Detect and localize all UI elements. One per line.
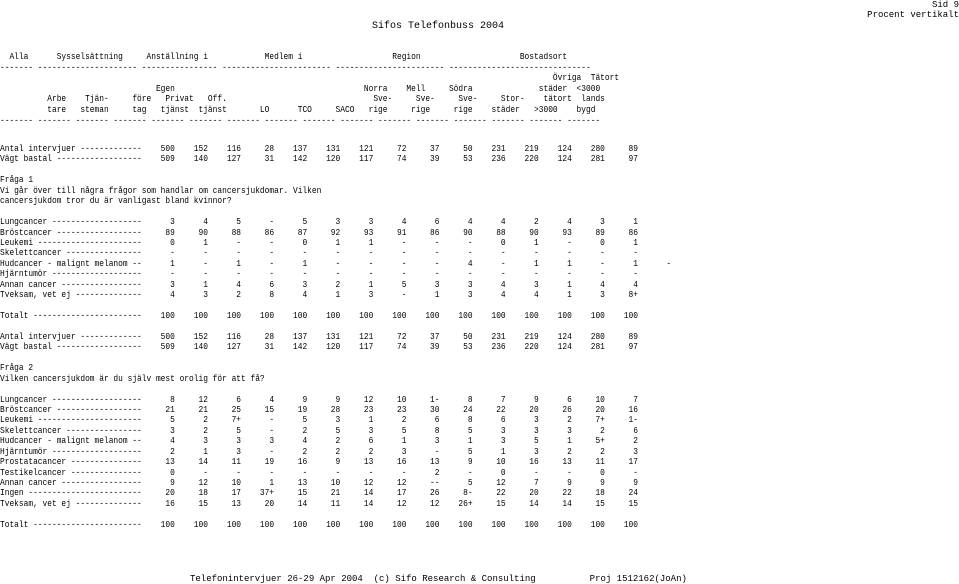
header_lines-line: ------- ------- ------- ------- ------- ------- ------- ------- ------- ------- ------- ------- ------- ------- ------- ------- [0,115,601,126]
table-body [0,144,671,530]
section1-line: Hudcancer - malignt melanom -- 1 - 1 - 1 - - - - 4 - 1 1 - 1 - [0,258,672,269]
header_lines-line: Egen Norra Mell Södra städer <3000 [0,83,601,94]
page-type: Procent vertikalt [867,10,959,20]
page-header-right [867,0,959,20]
section1-line: Vi går över till några frågor som handlar om cancersjukdomar. Vilken [0,185,322,196]
section1-line: Vägt bastal ------------------ 509 140 127 31 142 120 117 74 39 53 236 220 124 281 97 [0,154,638,165]
section1-line: Vägt bastal ------------------ 509 140 127 31 142 120 117 74 39 53 236 220 124 281 97 [0,342,638,353]
section1-line [0,321,671,331]
section1-line: Fråga 2 [0,363,34,374]
section1-line [0,301,671,311]
section1-line: Totalt ----------------------- 100 100 100 100 100 100 100 100 100 100 100 100 100 100 100 [0,311,638,321]
header_lines-line: Övriga Tätort [0,73,620,84]
section1-line: Tveksam, vet ej -------------- 16 15 13 20 14 11 14 12 12 26+ 15 14 14 15 15 [0,498,638,509]
section1-line [0,207,671,217]
section1-line: cancersjukdom tror du är vanligast bland kvinnor? [0,196,232,207]
section1-line: Annan cancer ----------------- 3 1 4 6 3 2 1 5 3 3 4 3 1 4 4 [0,279,638,290]
section1-line: Fråga 1 [0,175,34,186]
section1-line: Lungcancer ------------------- 8 12 6 4 9 9 12 10 1- 8 7 9 6 10 7 [0,394,638,405]
section1-line: Leukemi ---------------------- 0 1 - - 0 1 1 - - - 0 1 - 0 1 [0,237,638,248]
header_lines-line: tare steman tag tjänst tjänst LO TCO SACO rige rige rige städer >3000 bygd [0,104,596,115]
section1-line: Ingen ------------------------ 20 18 17 37+ 15 21 14 17 26 8- 22 20 22 18 24 [0,488,638,499]
page-number: Sid 9 [931,0,959,10]
report-title: Sifos Telefonbuss 2004 [372,21,505,32]
section1-line: Lungcancer ------------------- 3 4 5 - 5 3 3 4 6 4 4 2 4 3 1 [0,217,638,228]
report-footer: Telefonintervjuer 26-29 Apr 2004 (c) Sifo Research & Consulting Proj 1512162(JoAn) [190,574,687,584]
section1-line: Bröstcancer ------------------ 89 90 88 86 87 92 93 91 86 90 88 90 93 89 86 [0,227,638,238]
section1-line [0,165,671,175]
column-header-block [0,52,619,126]
section1-line [0,509,671,519]
header_lines-line: ------- --------------------- ---------------- ----------------------- ----------------------- ------------------------------ [0,62,591,73]
section1-line: Prostatacancer --------------- 13 14 11 19 16 9 13 16 13 9 10 16 13 11 17 [0,457,638,468]
section1-line: Skelettcancer ---------------- 3 2 5 - 2 5 3 5 8 5 3 3 3 2 6 [0,425,638,436]
section1-line: Tveksam, vet ej -------------- 4 3 2 8 4 1 3 - 1 3 4 4 1 3 8+ [0,290,638,301]
section1-line: Leukemi ---------------------- 5 2 7+ - 5 3 1 2 6 8 6 3 2 7+ 1- [0,415,638,426]
header_lines-line: Alla Sysselsättning Anställning i Medlem i Region Bostadsort [0,52,568,62]
section1-line: Bröstcancer ------------------ 21 21 25 15 19 28 23 23 30 24 22 20 26 20 16 [0,404,638,415]
section1-line: Annan cancer ----------------- 9 12 10 1 13 10 12 12 -- 5 12 7 9 9 9 [0,478,638,488]
section1-line: Totalt ----------------------- 100 100 100 100 100 100 100 100 100 100 100 100 100 100 100 [0,519,638,530]
section1-line: Vilken cancersjukdom är du själv mest orolig för att få? [0,373,265,384]
section1-line: Skelettcancer ---------------- - - - - - - - - - - - - - - - [0,248,638,259]
section1-line: Hjärntumör ------------------- 2 1 3 - 2 2 2 3 - 5 1 3 2 2 3 [0,446,638,457]
header_lines-line: Arbe Tjän- före Privat Off. Sve- Sve- Sve- Stor- tätort lands [0,94,605,105]
section1-line: Hudcancer - malignt melanom -- 4 3 3 3 4 2 6 1 3 1 3 5 1 5+ 2 [0,436,638,447]
section1-line [0,353,671,363]
section1-line [0,384,671,394]
section1-line: Hjärntumör ------------------- - - - - - - - - - - - - - - - [0,269,638,280]
section1-line: Testikelcancer --------------- 0 - - - - - - - 2 - 0 - - 0 - [0,467,638,478]
section1-line: Antal intervjuer ------------- 500 152 116 28 137 131 121 72 37 50 231 219 124 280 89 [0,331,638,342]
section1-line: Antal intervjuer ------------- 500 152 116 28 137 131 121 72 37 50 231 219 124 280 89 [0,144,638,154]
